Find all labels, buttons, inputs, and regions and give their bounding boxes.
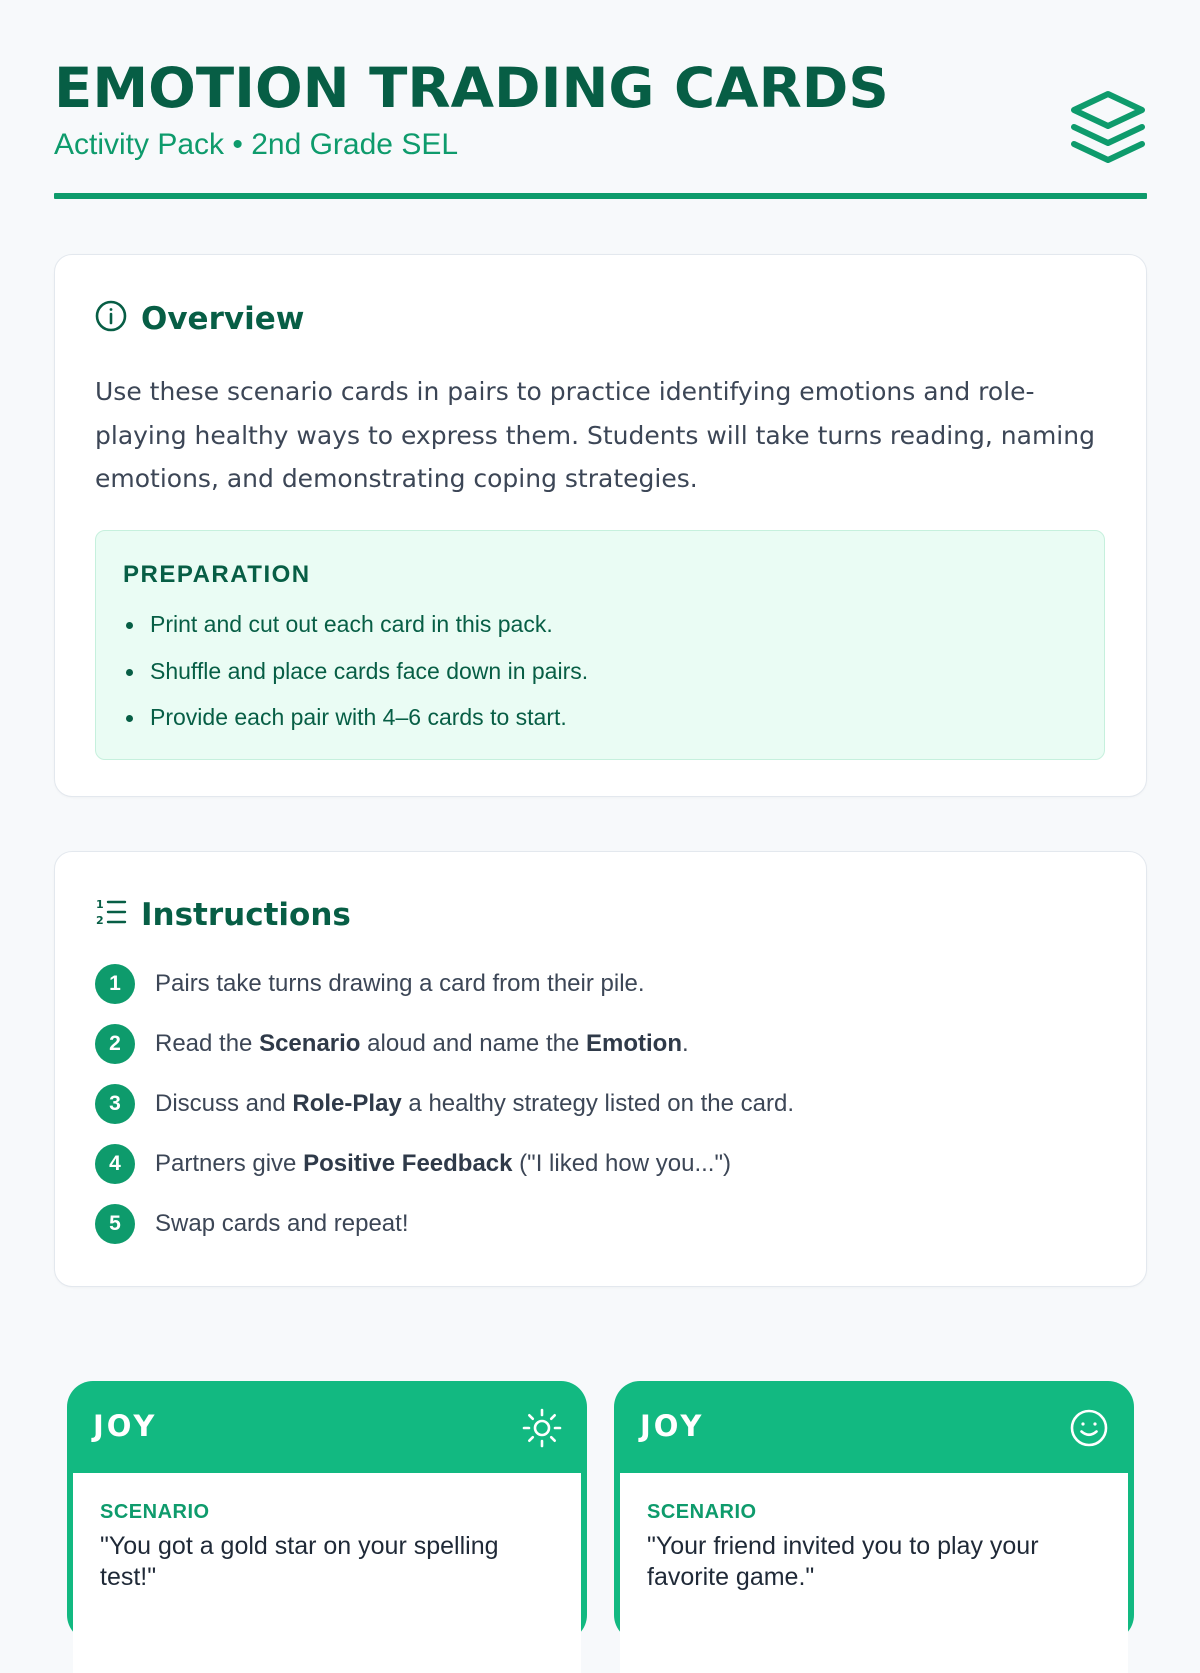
- page-header: [54, 52, 1147, 164]
- preparation-box: [95, 530, 1105, 760]
- step-text: Partners give Positive Feedback ("I liked how you..."): [155, 1150, 731, 1177]
- preparation-item: Shuffle and place cards face down in pairs.: [123, 648, 588, 695]
- card-emotion: JOY: [93, 1409, 158, 1443]
- step-number-badge: 5: [95, 1204, 135, 1244]
- preparation-item: Print and cut out each card in this pack.: [123, 601, 588, 648]
- card-scenario-label: SCENARIO: [647, 1501, 757, 1523]
- card-scenario-text: "You got a gold star on your spelling test!": [100, 1532, 499, 1591]
- instruction-step: [95, 1204, 794, 1244]
- card-body: [73, 1473, 581, 1673]
- instruction-step: [95, 1024, 794, 1064]
- numbered-list-icon: [95, 896, 127, 933]
- instruction-steps: [95, 964, 794, 1264]
- preparation-item: Provide each pair with 4–6 cards to start.: [123, 694, 588, 741]
- instruction-step: [95, 1144, 794, 1184]
- overview-panel: [54, 254, 1147, 797]
- info-circle-icon: [95, 300, 127, 337]
- instructions-heading: [95, 896, 351, 933]
- step-number-badge: 1: [95, 964, 135, 1004]
- preparation-title: PREPARATION: [123, 561, 311, 588]
- instructions-panel: [54, 851, 1147, 1287]
- step-text: Read the Scenario aloud and name the Emotion.: [155, 1030, 689, 1057]
- instruction-step: [95, 1084, 794, 1124]
- step-number-badge: 4: [95, 1144, 135, 1184]
- instruction-step: [95, 964, 794, 1004]
- svg-text:1: 1: [96, 898, 104, 911]
- card-emotion: JOY: [640, 1409, 705, 1443]
- step-number-badge: 2: [95, 1024, 135, 1064]
- card-body: [620, 1473, 1128, 1673]
- emotion-card[interactable]: [614, 1381, 1134, 1641]
- step-text: Pairs take turns drawing a card from their pile.: [155, 970, 645, 997]
- step-text: Swap cards and repeat!: [155, 1210, 409, 1237]
- page-subtitle: Activity Pack • 2nd Grade SEL: [54, 128, 459, 161]
- step-number-badge: 3: [95, 1084, 135, 1124]
- instructions-title: Instructions: [141, 896, 351, 933]
- preparation-list: [123, 601, 588, 741]
- svg-text:2: 2: [96, 914, 104, 927]
- stack-layers-icon: [1069, 88, 1147, 166]
- page-title: EMOTION TRADING CARDS: [54, 56, 889, 120]
- overview-title: Overview: [141, 300, 305, 337]
- overview-text: Use these scenario cards in pairs to practice identifying emotions and role-playing healthy ways to express them. Students will take turns reading, naming emotions, and demonstrating coping strategies.: [95, 377, 1095, 493]
- card-scenario-text: "Your friend invited you to play your favorite game.": [647, 1532, 1039, 1591]
- overview-heading: [95, 300, 304, 337]
- emotion-card[interactable]: [67, 1381, 587, 1641]
- step-text: Discuss and Role-Play a healthy strategy listed on the card.: [155, 1090, 794, 1117]
- card-scenario-label: SCENARIO: [100, 1501, 210, 1523]
- header-divider: [54, 193, 1147, 199]
- smiley-face-icon: [1068, 1407, 1110, 1449]
- sun-icon: [521, 1407, 563, 1449]
